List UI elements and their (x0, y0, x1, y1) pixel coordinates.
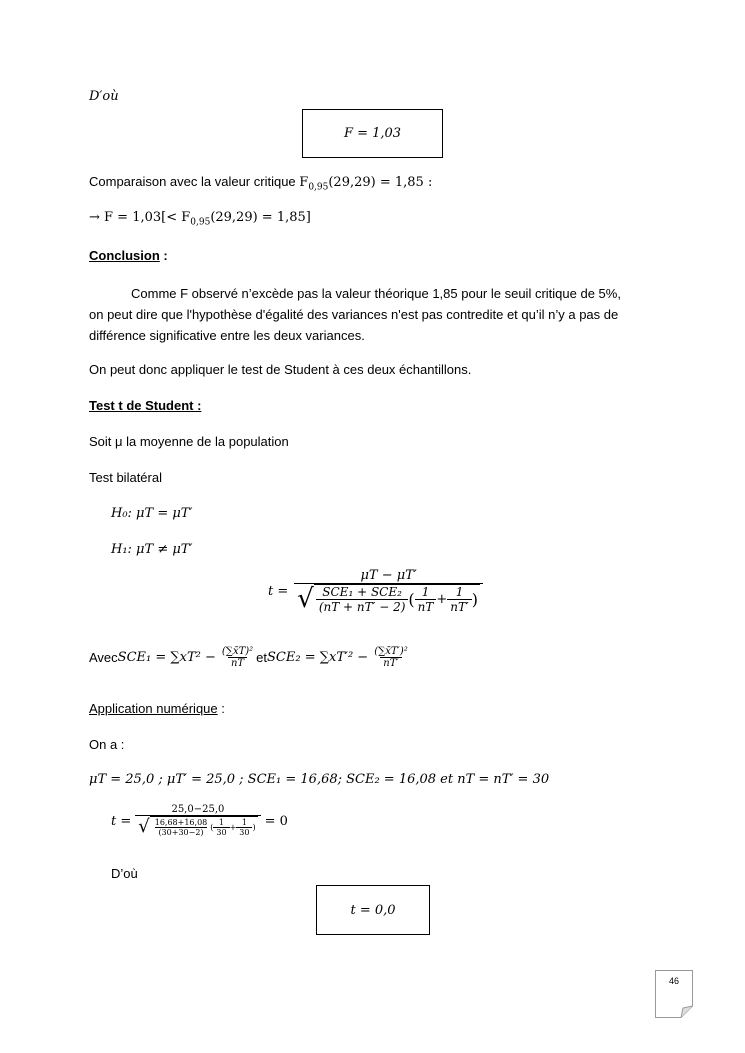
t-sqrt: √ $\frac{\text{SCE₁ + SCE₂}}{(nT + nT' - 2)}$ ( $\frac{1}{nT}$ + $\frac{1}{nT'}$ ) (297, 584, 478, 614)
h1-hypothesis: H₁: μT ≠ μT′ (111, 542, 193, 557)
application-title: Application numérique (89, 701, 218, 716)
values-line: μT = 25,0 ; μT′ = 25,0 ; SCE₁ = 16,68; SCE₂ = 16,08 et nT = nT′ = 30 (89, 772, 550, 787)
t-result-box (316, 885, 430, 935)
inequality-sub: 0,95 (190, 217, 211, 228)
sce2-frac-den: nT′ (380, 657, 401, 669)
conclusion-paragraph (89, 283, 669, 346)
sqrt-sign: √ (297, 584, 314, 614)
df-term: (nT + nT′ − 2) (316, 599, 409, 614)
f-result-text: F = 1,03 (343, 126, 402, 141)
mu-definition: Soit μ la moyenne de la population (89, 434, 289, 449)
sce1-frac-den: nT (228, 657, 247, 669)
comparison-inequality (89, 210, 311, 228)
sce-sum: SCE₁ + SCE₂ (322, 585, 402, 599)
dou-label-2: D’où (111, 866, 138, 881)
comparison-sub: 0,95 (308, 182, 329, 193)
et-label: et (256, 650, 268, 665)
conclusion-heading (89, 248, 168, 263)
sce2-frac-num: (∑x̄T′)² (374, 646, 408, 657)
test-heading: Test t de Student : (89, 398, 202, 413)
t2-result: = 0 (264, 813, 288, 829)
f-result-box (302, 109, 443, 158)
t2-numerator: 25,0−25,0 (171, 804, 225, 815)
t-numeric-formula: t = 25,0−25,0 √ $\frac{16,68+16,08}{(30+30-2)}$ ( $\frac{1}{30}$ + $\frac{1}{30}$ ) = 0 (111, 804, 288, 837)
conclusion-title: Conclusion (89, 248, 160, 263)
conclusion-line-2: on peut dire que l'hypothèse d'égalité des variances n'est pas contredite et qu’il n’y a pas de (89, 307, 619, 322)
dou-label: D′où (89, 89, 119, 104)
inequality-part-b: (29,29) = 1,85] (210, 210, 311, 225)
comparison-f: F (299, 175, 309, 190)
comparison-rest: (29,29) = 1,85 : (328, 175, 433, 190)
t-denominator (294, 583, 483, 614)
conclusion-colon: : (159, 248, 168, 263)
t-result-text: t = 0,0 (350, 902, 396, 918)
bilateral-label: Test bilatéral (89, 470, 162, 485)
student-apply-text: On peut donc appliquer le test de Student à ces deux échantillons. (89, 362, 472, 377)
inequality-part-a: → F = 1,03[< F (89, 210, 191, 225)
h0-hypothesis: H₀: μT = μT′ (111, 506, 193, 521)
sce1-frac-num: (∑x̄T)² (221, 646, 254, 657)
t-lhs: t = (268, 583, 289, 599)
sce1-lhs: SCE₁ = ∑xT² − (117, 650, 216, 665)
t-formula (268, 568, 483, 614)
t-numerator: μT − μT′ (360, 568, 417, 583)
ona-label: On a : (89, 737, 125, 752)
application-heading: Application numérique : (89, 701, 225, 716)
page-number-box (655, 970, 693, 1018)
sce2-lhs: SCE₂ = ∑xT′² − (267, 650, 369, 665)
page-number: 46 (668, 976, 679, 986)
comparison-line (89, 174, 432, 193)
t-fraction (294, 568, 483, 614)
conclusion-line-3: différence significative entre les deux variances. (89, 328, 365, 343)
sce-definitions (89, 646, 411, 669)
avec-label: Avec (89, 650, 118, 665)
conclusion-line-1: Comme F observé n’excède pas la valeur théorique 1,85 pour le seuil critique de 5%, (131, 286, 621, 301)
comparison-prefix: Comparaison avec la valeur critique (89, 174, 300, 189)
